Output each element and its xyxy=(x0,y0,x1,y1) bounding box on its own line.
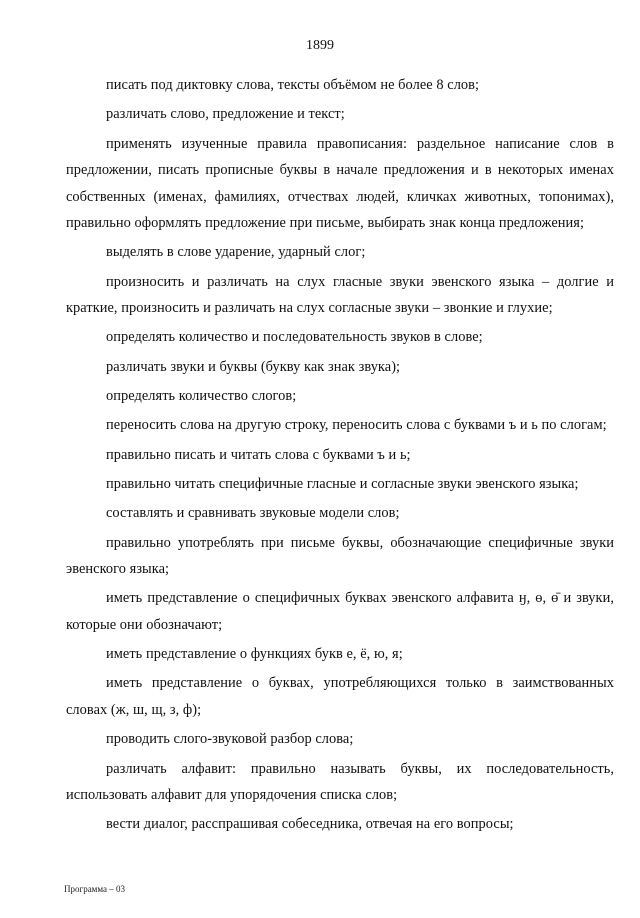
paragraph: иметь представление о функциях букв е, ё, ю, я; xyxy=(106,646,403,663)
paragraph: составлять и сравнивать звуковые модели слов; xyxy=(106,505,400,522)
page-number: 1899 xyxy=(306,38,334,53)
paragraph: выделять в слове ударение, ударный слог; xyxy=(106,244,366,261)
paragraph: определять количество и последовательность звуков в слове; xyxy=(106,329,483,346)
page-body xyxy=(66,72,614,841)
paragraph: применять изученные правила правописания: раздельное написание слов в предложении, писать прописные буквы в начале предложения и в некоторых именах собственных (именах, фамилиях, отчествах людей, кличках животных, топонимах), правильно оформлять предложение при письме, выбирать знак конца предложения; xyxy=(66,135,614,232)
paragraph: правильно читать специфичные гласные и согласные звуки эвенского языка; xyxy=(106,475,579,492)
paragraph: произносить и различать на слух гласные звуки эвенского языка – долгие и краткие, произносить и различать на слух согласные звуки – звонкие и глухие; xyxy=(66,273,614,317)
paragraph: иметь представление о специфичных буквах эвенского алфавита ӈ, ө, ө̄ и звуки, которые они обозначают; xyxy=(66,590,614,633)
page-footer: Программа – 03 xyxy=(64,884,126,894)
paragraph: писать под диктовку слова, тексты объёмом не более 8 слов; xyxy=(106,77,480,93)
paragraph: правильно употреблять при письме буквы, обозначающие специфичные звуки эвенского языка; xyxy=(66,534,614,578)
paragraph: вести диалог, расспрашивая собеседника, отвечая на его вопросы; xyxy=(106,816,514,833)
paragraph: переносить слова на другую строку, переносить слова с буквами ъ и ь по слогам; xyxy=(106,417,607,434)
paragraph: иметь представление о буквах, употребляющихся только в заимствованных словах (ж, ш, щ, з, ф); xyxy=(66,675,614,718)
paragraph: различать слово, предложение и текст; xyxy=(106,106,345,123)
paragraph: определять количество слогов; xyxy=(106,388,297,405)
paragraph: правильно писать и читать слова с буквами ъ и ь; xyxy=(106,446,411,463)
paragraph: проводить слого-звуковой разбор слова; xyxy=(106,731,354,748)
paragraph: различать алфавит: правильно называть буквы, их последовательность, использовать алфавит для упорядочения списка слов; xyxy=(66,760,614,804)
paragraph: различать звуки и буквы (букву как знак звука); xyxy=(106,358,401,375)
